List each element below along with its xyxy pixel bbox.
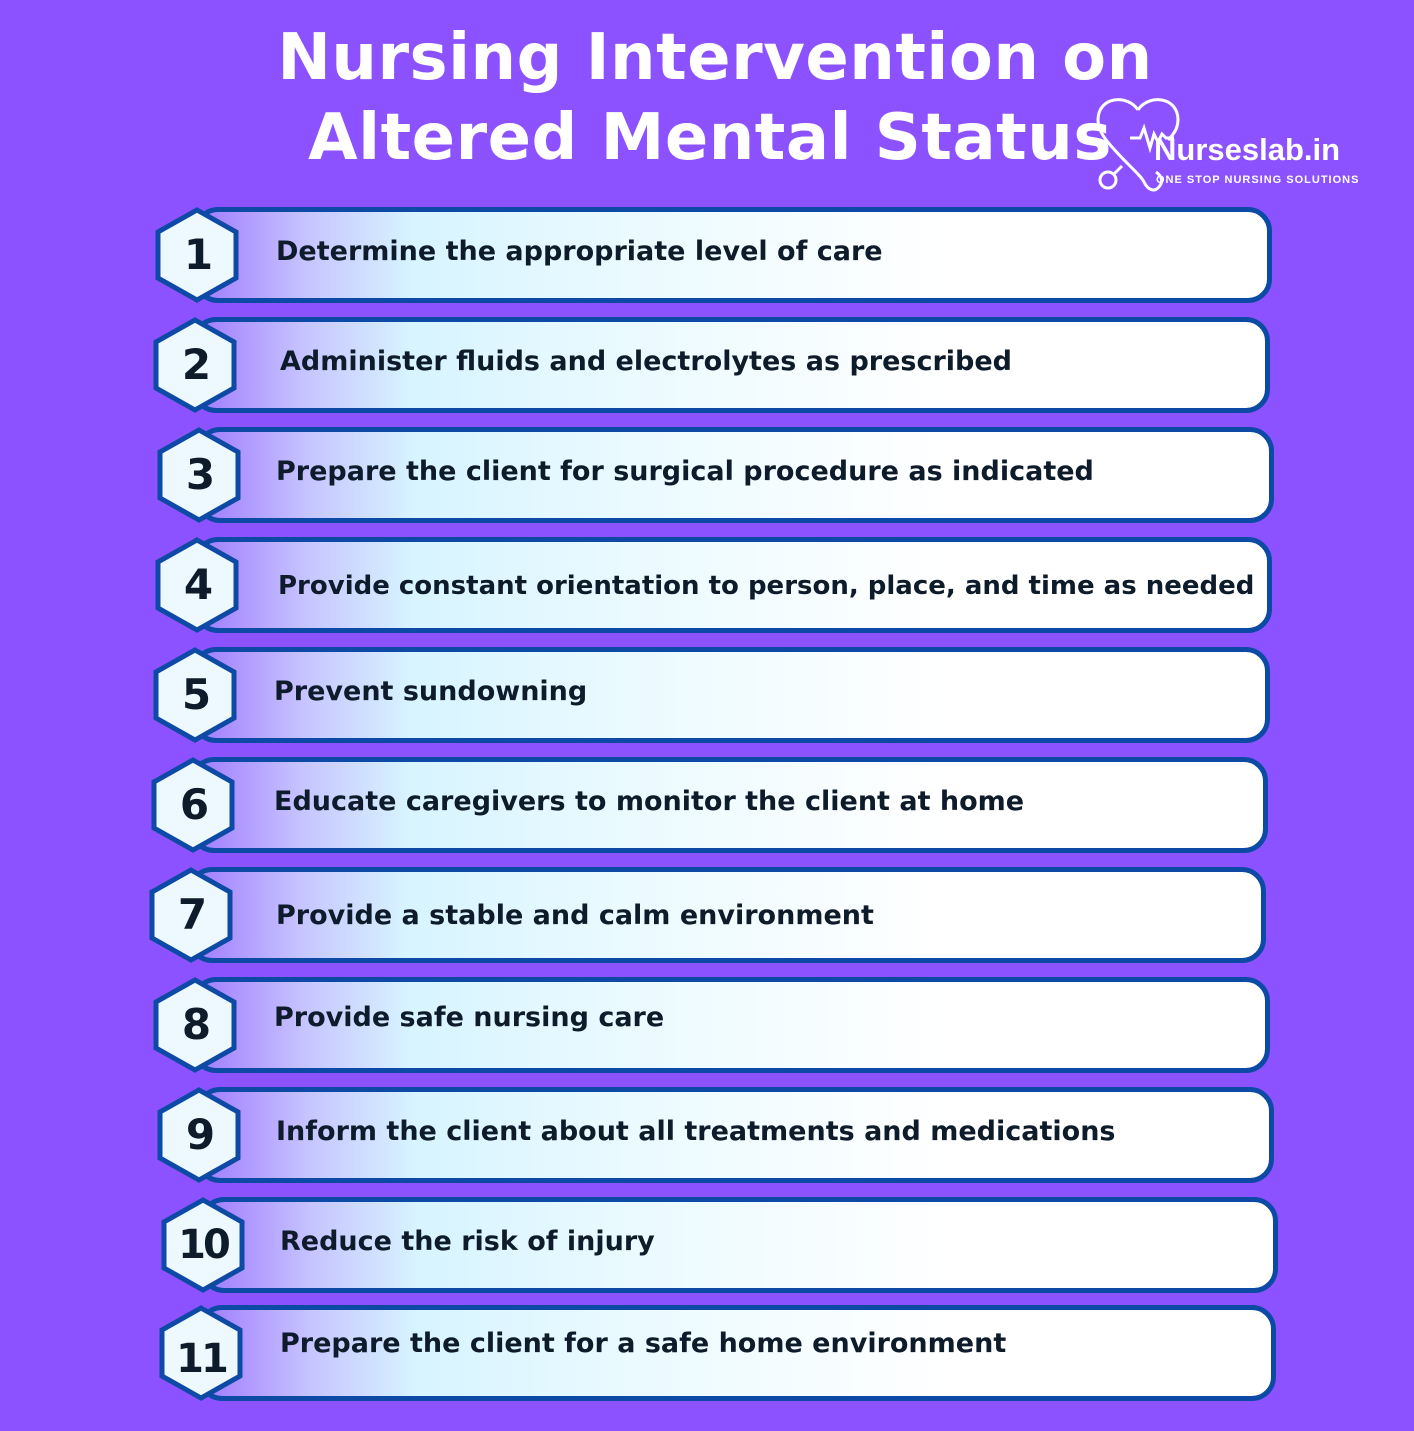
item-number: 7 — [177, 890, 205, 939]
list-item — [150, 757, 1268, 853]
item-text: Inform the client about all treatments and medications — [276, 1116, 1116, 1147]
list-item — [156, 1087, 1274, 1183]
number-badge — [152, 647, 238, 743]
item-text: Provide safe nursing care — [274, 1002, 665, 1033]
item-text: Prepare the client for a safe home environment — [280, 1328, 1007, 1359]
list-item — [154, 537, 1272, 633]
number-badge — [150, 757, 236, 853]
list-item — [156, 427, 1274, 523]
item-number: 5 — [181, 670, 209, 719]
number-badge — [156, 1087, 242, 1183]
item-number: 11 — [176, 1336, 226, 1382]
item-text: Prepare the client for surgical procedure as indicated — [276, 456, 1094, 487]
list-item — [152, 317, 1270, 413]
list-item — [152, 647, 1270, 743]
number-badge — [158, 1305, 244, 1401]
number-badge — [154, 537, 240, 633]
number-badge — [156, 427, 242, 523]
item-number: 1 — [183, 230, 211, 279]
title-line-2: Altered Mental Status — [308, 101, 1112, 175]
item-number: 3 — [185, 450, 213, 499]
item-text: Determine the appropriate level of care — [276, 236, 883, 267]
item-number: 2 — [181, 340, 209, 389]
item-number: 4 — [183, 560, 211, 609]
number-badge — [148, 867, 234, 963]
item-text: Reduce the risk of injury — [280, 1226, 655, 1257]
title-line-1: Nursing Intervention on — [277, 21, 1153, 95]
item-text: Prevent sundowning — [274, 676, 588, 707]
number-badge — [152, 317, 238, 413]
item-text: Administer fluids and electrolytes as prescribed — [280, 346, 1013, 377]
item-text: Educate caregivers to monitor the client at home — [274, 786, 1025, 817]
brand-name: Nurseslab.in — [1154, 132, 1341, 167]
number-badge — [160, 1197, 246, 1293]
list-item — [160, 1197, 1278, 1293]
number-badge — [152, 977, 238, 1073]
list-item — [148, 867, 1266, 963]
list-item — [152, 977, 1270, 1073]
brand-tagline: ONE STOP NURSING SOLUTIONS — [1156, 174, 1360, 186]
item-text: Provide constant orientation to person, place, and time as needed — [278, 571, 1255, 601]
list-item — [158, 1305, 1276, 1401]
item-text: Provide a stable and calm environment — [276, 900, 874, 931]
number-badge — [154, 207, 240, 303]
item-number: 8 — [181, 1000, 209, 1049]
list-item — [154, 207, 1272, 303]
item-number: 9 — [185, 1110, 213, 1159]
item-number: 10 — [178, 1222, 228, 1268]
item-number: 6 — [179, 780, 207, 829]
